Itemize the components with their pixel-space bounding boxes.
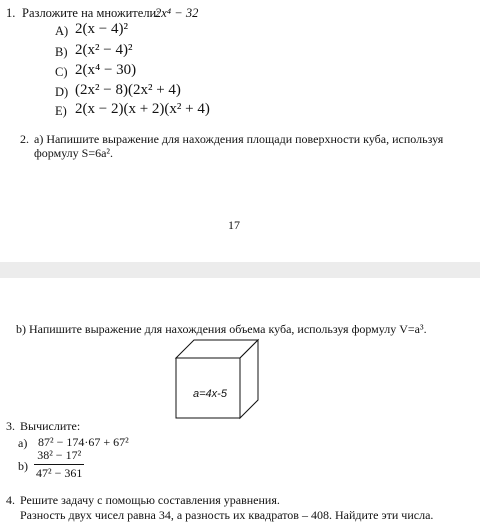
cube-diagram: [174, 338, 264, 420]
q2-part-a-line1: а) Напишите выражение для нахождения площади поверхности куба, используя: [34, 132, 444, 146]
q1-option-a: 2(x − 4)²: [75, 21, 128, 37]
q3-a-label: a): [18, 436, 28, 450]
q2-number: 2.: [20, 132, 29, 146]
q3-b-denominator: 47² − 361: [36, 466, 83, 480]
q1-prompt: Разложите на множители:: [22, 6, 160, 20]
page-number: 17: [228, 218, 240, 232]
q3-b-fraction: [28, 448, 84, 481]
cube-label: a=4x-5: [193, 388, 227, 400]
q1-option-a-letter: A): [55, 24, 69, 38]
q1-option-b-letter: B): [55, 45, 68, 59]
q4-text: Разность двух чисел равна 34, а разность их квадратов – 408. Найдите эти числа.: [20, 508, 434, 522]
q1-expression: 2x⁴ − 32: [155, 6, 199, 20]
q3-title: Вычислите:: [20, 419, 81, 433]
q3-b-numerator: 38² − 17²: [34, 448, 84, 465]
q1-option-c-letter: C): [55, 65, 68, 79]
q1-option-d-letter: D): [55, 85, 69, 99]
q1-option-c: 2(x⁴ − 30): [75, 62, 137, 78]
q3-b-label: b): [18, 459, 28, 473]
q1-number: 1.: [6, 6, 16, 20]
q1-option-d: (2x² − 8)(2x² + 4): [75, 82, 181, 98]
q4-title: Решите задачу с помощью составления уравнения.: [20, 493, 280, 507]
page-gap: [0, 262, 480, 278]
q3-number: 3.: [6, 419, 15, 433]
q1-option-b: 2(x² − 4)²: [75, 42, 133, 58]
page-top: [0, 0, 480, 262]
q3-a-expression: 87² − 174·67 + 67²: [38, 435, 129, 449]
q1-option-e: 2(x − 2)(x + 2)(x² + 4): [75, 101, 210, 117]
q2-part-a-line2: формулу S=6a².: [34, 146, 114, 160]
q2-part-b: b) Напишите выражение для нахождения объема куба, используя формулу V=a³.: [16, 322, 427, 336]
q1-option-e-letter: E): [55, 104, 67, 118]
page-bottom: [0, 278, 480, 528]
q4-number: 4.: [6, 493, 15, 507]
